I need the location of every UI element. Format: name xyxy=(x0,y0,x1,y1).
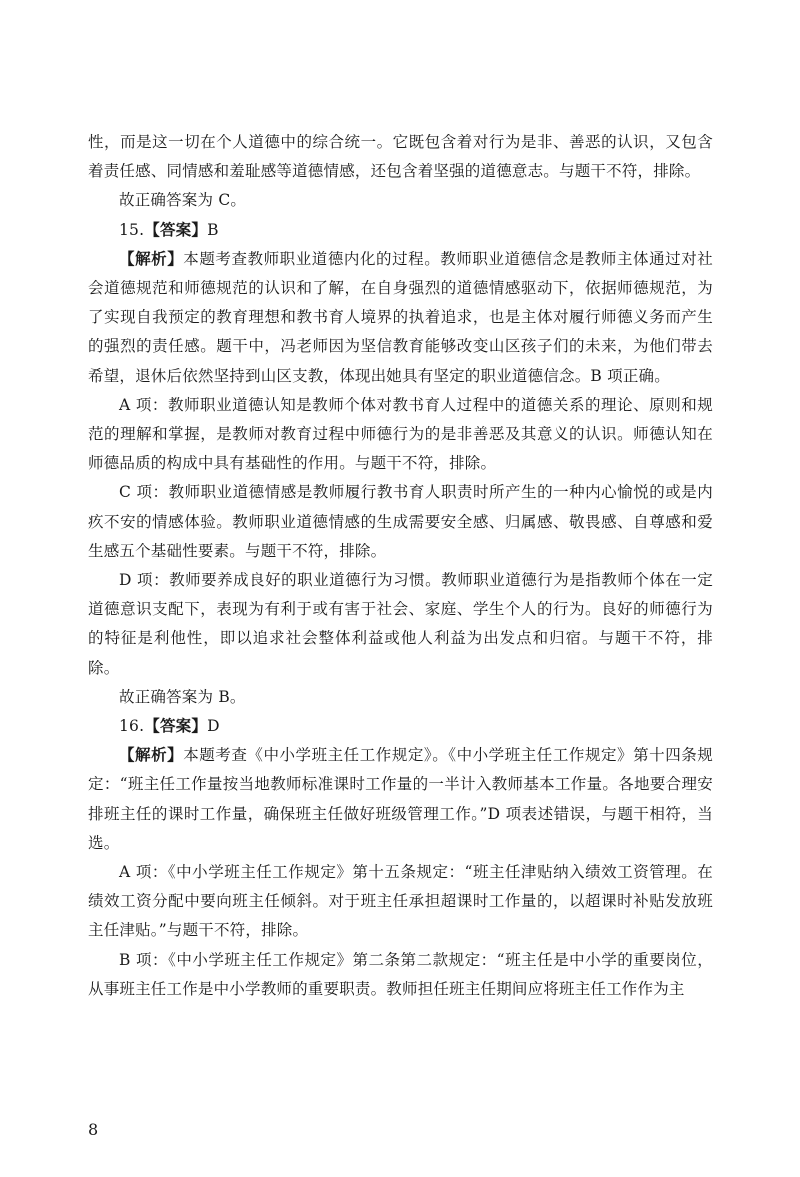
q15-answer-value: B xyxy=(207,220,219,239)
page-body xyxy=(88,128,713,1004)
q15-analysis-label: 【解析】 xyxy=(119,249,184,268)
q16-number: 16. xyxy=(119,717,145,736)
q15-analysis-text: 本题考查教师职业道德内化的过程。教师职业道德信念是教师主体通过对社会道德规范和师德规范的认识和了解，在自身强烈的道德情感驱动下，依据师德规范，为了实现自我预定的教育理想和教书育人境界的执着追求，也是主体对履行师德义务而产生的强烈的责任感。题干中，冯老师因为坚信教育能够改变山区孩子们的未来，为他们带去希望，退休后依然坚持到山区支教，体现出她具有坚定的职业道德信念。B 项正确。 xyxy=(88,249,713,385)
q15-analysis xyxy=(88,245,713,391)
q15-conclusion: 故正确答案为 B。 xyxy=(119,687,246,706)
q16-option-b: B 项：《中小学班主任工作规定》第二条第二款规定：“班主任是中小学的重要岗位，从事班主任工作是中小学教师的重要职责。教师担任班主任期间应将班主任工作作为主 xyxy=(88,950,713,998)
page-number: 8 xyxy=(88,1120,99,1139)
q16-analysis-label: 【解析】 xyxy=(119,746,184,765)
q16-option-a: A 项：《中小学班主任工作规定》第十五条规定：“班主任津贴纳入绩效工资管理。在绩效工资分配中要向班主任倾斜。对于班主任承担超课时工作量的，以超课时补贴发放班主任津贴。”与题干不符，排除。 xyxy=(88,863,713,940)
q15-option-d: D 项：教师要养成良好的职业道德行为习惯。教师职业道德行为是指教师个体在一定道德意识支配下，表现为有利于或有害于社会、家庭、学生个人的行为。良好的师德行为的特征是利他性，即以追求社会整体利益或他人利益为出发点和归宿。与题干不符，排除。 xyxy=(88,571,713,677)
paragraph-continuation: 性，而是这一切在个人道德中的综合统一。它既包含着对行为是非、善恶的认识，又包含着责任感、同情感和羞耻感等道德情感，还包含着坚强的道德意志。与题干不符，排除。 xyxy=(88,133,713,181)
q16-answer-value: D xyxy=(207,717,220,736)
q16-analysis xyxy=(88,741,713,858)
q15-answer-label: 【答案】 xyxy=(144,220,208,239)
q15-answer-line xyxy=(88,216,713,245)
q16-answer-label: 【答案】 xyxy=(144,717,208,736)
q15-option-a: A 项：教师职业道德认知是教师个体对教书育人过程中的道德关系的理论、原则和规范的理解和掌握，是教师对教育过程中师德行为的是非善恶及其意义的认识。师德认知在师德品质的构成中具有基础性的作用。与题干不符，排除。 xyxy=(88,395,713,473)
q14-conclusion: 故正确答案为 C。 xyxy=(119,191,247,210)
q16-analysis-text: 本题考查《中小学班主任工作规定》。《中小学班主任工作规定》第十四条规定：“班主任工作量按当地教师标准课时工作量的一半计入教师基本工作量。各地要合理安排班主任的课时工作量，确保班主任做好班级管理工作。”D 项表述错误，与题干相符，当选。 xyxy=(88,746,713,852)
q16-answer-line xyxy=(88,712,713,741)
q15-option-c: C 项：教师职业道德情感是教师履行教书育人职责时所产生的一种内心愉悦的或是内疚不安的情感体验。教师职业道德情感的生成需要安全感、归属感、敬畏感、自尊感和爱生感五个基础性要素。与题干不符，排除。 xyxy=(88,483,713,560)
q15-number: 15. xyxy=(119,220,145,239)
